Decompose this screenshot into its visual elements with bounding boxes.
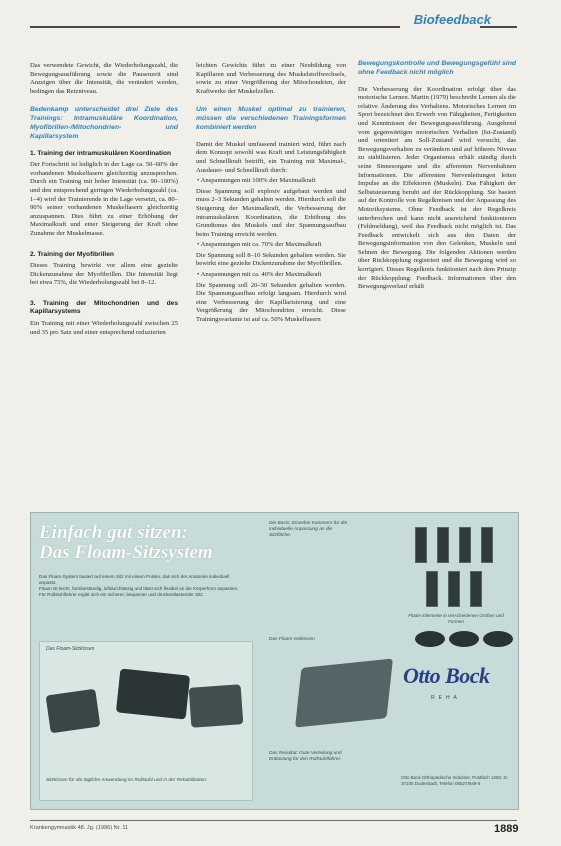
column1-paragraph-1: Der Fortschritt ist lediglich in der Lage ca. 50–60% der vorhandenen Muskelfasern gleichzeitig anzusprechen. Durch ein Training mit hoher Intensität (ca. 90–100%) und den entsprechend geringen Wiederholungszahl (ca. 1–4) wird der Trainierende in die Lage versetzt, ca. 80–90% seiner vorhandenen Muskelfasern gleichzeitig anzuspannen. Dies führt zu einer Erhöhung der Maximalkraft und einer Steigerung der Kraft ohne Zunahme der Muskelmasse. [30, 161, 178, 237]
pad-3 [483, 631, 513, 647]
cushion-image-2 [116, 668, 190, 719]
sample-6 [448, 571, 460, 607]
ad-contact: Otto Bock Orthopädische Industrie, Postfach 1260, D-37105 Duderstadt, Telefon 05527/848-0 [401, 775, 509, 786]
journal-reference: Krankengymnastik 48. Jg. (1996) Nr. 11 [30, 825, 129, 831]
column1-paragraph-2: Dieses Training bewirkt vor allem eine gezielte Dickenzunahme der Myofibrillen. Die Intensität liegt bei etwa 75%, die Wiederholungszahl bei 8–12. [30, 262, 178, 287]
page-number: 1889 [494, 823, 519, 835]
otto-bock-logo: Otto Bock [403, 663, 490, 688]
subheading-3: 3. Training der Mitochondrien und des Kapillarsystems [30, 299, 178, 316]
ad-text-3: Für Rollstuhlfahrer ergibt sich ein sicherer, bequemer und druckentlastender Sitz. [39, 592, 204, 597]
footer-rule [30, 820, 517, 821]
column2-paragraph-1: leichten Gewichts führt zu einer Neubildung von Kapillaren und Verbesserung des Muskelstoffwechsels, sowie zu einer Vergrößerung der Mitochondrien, der Kraftwerke der Muskelzellen. [196, 62, 346, 95]
ad-product-caption: Sitzkissen für die tägliche Anwendung im Rollstuhl und in der Rehabilitation. [46, 778, 208, 783]
sample-5 [426, 571, 438, 607]
cushion-image-3 [189, 684, 244, 728]
column2-bullet-3: • Anspannungen mit ca. 40% der Maximalkraft [197, 271, 322, 279]
ad-product-label: Das Floam-Sitzkissen [46, 646, 95, 652]
section-header: Biofeedback [413, 12, 491, 27]
pad-1 [415, 631, 445, 647]
column2-bullet-2: • Anspannungen mit ca. 70% der Maximalkraft [197, 241, 322, 249]
ad-product-frame [39, 641, 253, 801]
subheading-1: 1. Training der intramuskulären Koordination [30, 149, 172, 157]
column2-paragraph-2: Damit der Muskel umfassend trainiert wird, führt nach dem Konzept sowohl was Kraft und Leistungsfähigkeit und Schnellkraft betrifft, ein Training mit Maximal-, Ausdauer- und Schnellkraft durch: [196, 140, 346, 174]
ad-callout-1: Die Basis: Einzelne Kammern für die individuelle Anpassung an die Sitzfläche. [269, 521, 348, 538]
column-3 [358, 60, 516, 294]
cushion-image-1 [46, 689, 101, 734]
sample-2 [437, 527, 449, 563]
column3-heading: Bewegungskontrolle und Bewegungsgefühl sind ohne Feedback nicht möglich [358, 60, 516, 76]
column-2 [196, 62, 346, 327]
subheading-2: 2. Training der Myofibrillen [30, 250, 114, 258]
column1-paragraph-3: Ein Training mit einer Wiederholungszahl zwischen 25 und 35 pro Satz und einer entsprechend reduzierten [30, 320, 178, 336]
ad-text-1: Das Floam-System basiert auf einem Sitz mit einem Polster, das sich der Anatomie individuell anpasst. [39, 574, 230, 585]
column2-paragraph-4: Die Spannung soll 8–10 Sekunden gehalten werden. Sie bewirkt eine gezielte Dickenzunahme der Myofibrillen. [196, 251, 346, 268]
ad-title-line-1: Einfach gut sitzen: [39, 522, 188, 543]
pad-2 [449, 631, 479, 647]
column2-heading: Um einen Muskel optimal zu trainieren, müssen die verschiedenen Trainingsformen kombiniert werden [196, 106, 346, 131]
column3-paragraph-1: Die Verbesserung der Koordination erfolgt über das motorische Lernen. Martin (1979) beschreibt Lernen als die relative Änderung des Verhaltens. Motorisches Lernen im Sport bezeichnet den Erwerb von Fähigkeiten, Fertigkeiten und Kenntnissen der Bewegungsausführung. Ausgehend vom gegenwärtigen motorischen Verhalten (Ist-Zustand) und orientiert am Soll-Zustand wird versucht, das Bewegungsverhalten zu verändern und auf höheres Niveau zu stabilisieren. Jeder Organismus erhält ständig durch seine Sinnesorgane und die afferenten Nervenbahnen Informationen. Die afferenten Nervenleitungen leiten Impulse an die Effektoren (Muskeln). Das Fähigkeit der Selbststeuerung beruht auf der Rückkopplung. Sie basiert auf der Kontrolle von Regelkreisen und der Anpassung des Motoriksystems. Ohne Feedback ist der Regelkreis unterbrochen und kann nicht ausreichend funktionieren (Fehlmeldung), weil das Feedback nicht möglich ist. Das Feedback entwickelt sich aus den Daten der Bewegungsinformation von den Gelenken, Muskeln und Sehnen der Bewegung. Die folgenden Aktionen werden über Rückkopplung registriert und die Bewegung wird so korrigiert. Dieses Regelkreis funktioniert nach dem Prinzip der Rückkopplung: Feedback. Informationen über den Bewegungsverlauf erhält [358, 85, 516, 291]
ad-title-line-2: Das Floam-Sitzsystem [39, 542, 213, 563]
column2-bullet-1: • Anspannungen mit 100% der Maximalkraft [197, 177, 316, 185]
sample-1 [415, 527, 427, 563]
column2-paragraph-5: Die Spannung soll 20–30 Sekunden gehalten werden. Die Spannungsaufbau erfolgt langsam. Hierdurch wird eine Verbesserung der Kapillarisierung und eine Vergrößerung der Mitochondrien erreicht. Diese Trainingsvariante ist auf ca. 50% Muskelfasern [196, 281, 346, 324]
column1-heading: Bedenkamp unterscheidet drei Ziele des Trainings: Intramuskuläre Koordination, Myofibrillen-/Mitochondrien- und Kapillarsystem [30, 106, 178, 140]
advertisement [30, 512, 519, 810]
column1-intro: Das verwendete Gewicht, die Wiederholungszahl, die Bewegungsausführung sowie die Pausenzeit sind Anzeigen über die Intensität, die verändert werden, bedingen das Reizniveau. [30, 62, 178, 95]
column2-paragraph-3: Diese Spannung soll explosiv aufgebaut werden und muss 2–3 Sekunden gehalten werden. Hierdurch soll die Steigerung der Maximalkraft, die Verbesserung der intramuskulären Koordination, die Erhöhung des Grundtonus des Muskels und der Spannungsaufbau beim Training erreicht werden. [196, 187, 346, 238]
ad-callout-3: Das Resultat: Gute Verteilung und Entlastung für den Rollstuhlfahrer. [269, 751, 342, 762]
sample-4 [481, 527, 493, 563]
sample-3 [459, 527, 471, 563]
header-rule-left [30, 26, 400, 28]
ad-description [39, 574, 244, 598]
ad-samples [413, 521, 511, 611]
sample-7 [470, 571, 482, 607]
otto-bock-logo-sub: REHA [431, 695, 461, 701]
ad-callout-2: Das Floam-Gelkissen [269, 637, 315, 642]
column-1 [30, 62, 178, 339]
gel-cushion-image [295, 658, 393, 727]
ad-text-2: Floam ist leicht, formbeständig, luftdurchlässig und lässt sich flexibel an die Körperform anpassen. [39, 586, 239, 591]
ad-samples-caption: Floam-Elemente in verschiedenen Größen und Formen [408, 613, 504, 624]
